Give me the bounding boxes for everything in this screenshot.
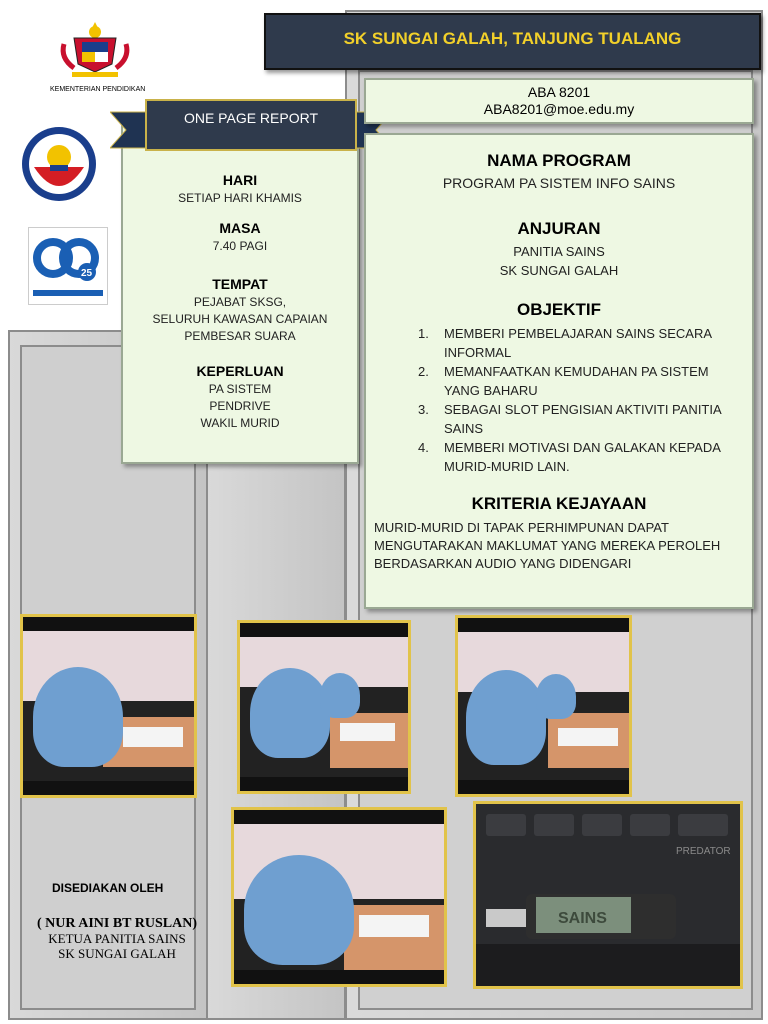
school-email: ABA8201@moe.edu.my bbox=[483, 101, 635, 117]
ministry-label: KEMENTERIAN PENDIDIKAN bbox=[50, 86, 146, 93]
objective-item: 4. MEMBERI MOTIVASI DAN GALAKAN KEPADA MURID-MURID LAIN. bbox=[418, 440, 721, 474]
prepared-name: ( NUR AINI BT RUSLAN) bbox=[37, 916, 197, 931]
activity-photo bbox=[237, 620, 411, 794]
program-logo bbox=[28, 227, 108, 305]
school-title: SK SUNGAI GALAH, TANJUNG TUALANG bbox=[343, 29, 682, 48]
anjuran-heading: ANJURAN bbox=[517, 219, 601, 238]
keperluan-heading: KEPERLUAN bbox=[196, 363, 284, 379]
hari-value: SETIAP HARI KHAMIS bbox=[178, 191, 302, 205]
tempat-line: PEMBESAR SUARA bbox=[184, 329, 296, 343]
program-panel bbox=[364, 133, 754, 609]
masa-value: 7.40 PAGI bbox=[212, 239, 268, 253]
ministry-crest bbox=[50, 18, 146, 93]
kriteria-line: BERDASARKAN AUDIO YANG DIDENGARI bbox=[374, 556, 632, 571]
activity-photo bbox=[231, 807, 447, 987]
usb-drive-icon bbox=[476, 804, 740, 986]
program-value: PROGRAM PA SISTEM INFO SAINS bbox=[442, 175, 676, 191]
activity-photo bbox=[455, 615, 632, 797]
keperluan-item: WAKIL MURID bbox=[200, 416, 280, 430]
contact-box bbox=[364, 78, 754, 124]
activity-photo bbox=[20, 614, 197, 798]
tempat-line: PEJABAT SKSG, bbox=[193, 295, 287, 309]
header-bar bbox=[264, 13, 761, 70]
prepared-heading: DISEDIAKAN OLEH bbox=[52, 881, 164, 895]
objektif-heading: OBJEKTIF bbox=[516, 300, 602, 319]
masa-heading: MASA bbox=[219, 220, 261, 236]
tempat-heading: TEMPAT bbox=[212, 276, 268, 292]
program-heading: NAMA PROGRAM bbox=[487, 151, 631, 170]
objective-item: 2. MEMANFAATKAN KEMUDAHAN PA SISTEM YANG BAHARU bbox=[418, 364, 709, 398]
kriteria-line: MURID-MURID DI TAPAK PERHIMPUNAN DAPAT bbox=[374, 520, 669, 535]
anjuran-line: PANITIA SAINS bbox=[513, 244, 605, 259]
school-logo bbox=[20, 125, 98, 203]
svg-text:25: 25 bbox=[81, 268, 93, 279]
ribbon-icon bbox=[110, 98, 392, 160]
ribbon-label: ONE PAGE REPORT bbox=[183, 110, 319, 126]
prepared-role: KETUA PANITIA SAINS bbox=[48, 931, 186, 946]
objective-item: 1. MEMBERI PEMBELAJARAN SAINS SECARA INFORMAL bbox=[418, 326, 713, 360]
school-code: ABA 8201 bbox=[527, 84, 591, 100]
svg-text:SAINS: SAINS bbox=[558, 910, 607, 927]
usb-drive-photo bbox=[473, 801, 743, 989]
anjuran-line: SK SUNGAI GALAH bbox=[499, 263, 619, 278]
kriteria-line: MENGUTARAKAN MAKLUMAT YANG MEREKA PEROLEH bbox=[374, 538, 721, 553]
hari-heading: HARI bbox=[222, 172, 258, 188]
school-badge-icon bbox=[20, 125, 98, 203]
coat-of-arms-icon bbox=[50, 18, 140, 80]
keperluan-item: PA SISTEM bbox=[208, 382, 272, 396]
objective-item: 3. SEBAGAI SLOT PENGISIAN AKTIVITI PANITIA SAINS bbox=[418, 402, 722, 436]
details-panel bbox=[121, 120, 359, 464]
prepared-school: SK SUNGAI GALAH bbox=[58, 946, 176, 961]
svg-text:PREDATOR: PREDATOR bbox=[676, 846, 731, 857]
kriteria-heading: KRITERIA KEJAYAAN bbox=[471, 494, 647, 513]
objective-list bbox=[418, 324, 752, 476]
ribbon-banner bbox=[110, 98, 392, 160]
keperluan-item: PENDRIVE bbox=[209, 399, 271, 413]
ts25-logo-icon bbox=[29, 228, 107, 304]
tempat-line: SELURUH KAWASAN CAPAIAN bbox=[152, 312, 328, 326]
